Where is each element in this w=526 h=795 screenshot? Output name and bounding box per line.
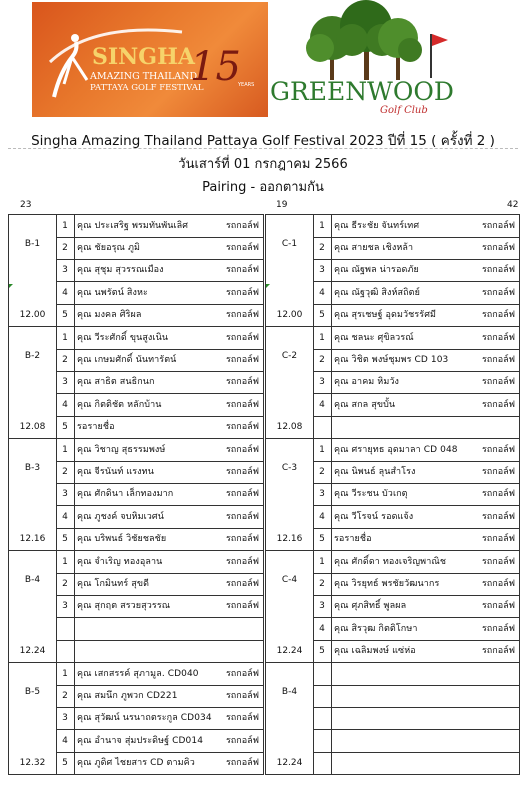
player-number: 1 bbox=[313, 439, 332, 461]
player-row bbox=[56, 707, 263, 730]
player-row bbox=[56, 551, 263, 574]
golf-cart-tag: รถกอล์ฟ bbox=[225, 287, 259, 298]
player-name: รอรายชื่อ bbox=[77, 421, 115, 432]
player-row bbox=[56, 439, 263, 462]
cell-marker bbox=[266, 284, 270, 288]
player-row bbox=[313, 215, 519, 238]
player-number: 4 bbox=[56, 730, 75, 752]
schedule-right-table bbox=[265, 214, 520, 775]
golf-cart-tag: รถกอล์ฟ bbox=[481, 557, 515, 567]
count-right: 42 bbox=[507, 200, 519, 210]
player-number: 3 bbox=[313, 595, 332, 617]
player-number: 2 bbox=[56, 461, 75, 483]
greenwood-subtitle: Golf Club bbox=[380, 105, 428, 116]
player-number: 2 bbox=[56, 685, 75, 707]
player-number: 5 bbox=[56, 528, 75, 550]
player-row bbox=[56, 506, 263, 529]
player-row bbox=[56, 259, 263, 282]
golf-cart-tag: รถกอล์ฟ bbox=[225, 377, 259, 388]
golf-cart-tag: รถกอล์ฟ bbox=[225, 221, 259, 231]
player-number bbox=[313, 685, 332, 707]
golf-cart-tag: รถกอล์ฟ bbox=[225, 601, 259, 612]
tee-group bbox=[266, 215, 519, 327]
player-number: 1 bbox=[313, 551, 332, 573]
tee-time: 12.00 bbox=[19, 310, 46, 320]
group-cell bbox=[266, 215, 314, 326]
player-row bbox=[56, 483, 263, 506]
group-cell bbox=[266, 439, 314, 550]
player-number bbox=[313, 707, 332, 729]
player-name: คุณ ศักดิ์ดา ทองเจริญพาณิช bbox=[334, 557, 447, 567]
player-number: 4 bbox=[313, 618, 332, 640]
player-number: 2 bbox=[313, 461, 332, 483]
player-row bbox=[56, 640, 263, 662]
golf-cart-tag: รถกอล์ฟ bbox=[481, 355, 515, 366]
group-cell bbox=[9, 551, 57, 662]
tee-group bbox=[9, 663, 263, 774]
player-row bbox=[56, 394, 263, 417]
player-name: คุณ เสกสรรค์ สุภามูล. CD040 bbox=[77, 669, 199, 679]
player-number: 5 bbox=[313, 640, 332, 662]
player-number: 3 bbox=[313, 259, 332, 281]
player-number: 1 bbox=[313, 327, 332, 349]
count-mid: 19 bbox=[276, 200, 288, 210]
player-name: คุณ ณัฐพล น่ารอดภัย bbox=[334, 265, 419, 276]
player-number: 1 bbox=[56, 327, 75, 349]
player-name: คุณ ภูดิศ ไชยสาร CD ตามคิว bbox=[77, 757, 195, 768]
player-row bbox=[313, 237, 519, 260]
player-name: คุณ มงคล ศิริผล bbox=[77, 309, 142, 320]
tee-group bbox=[266, 327, 519, 439]
player-name: คุณ วิชาญ สุธรรมพงษ์ bbox=[77, 445, 166, 455]
player-name: คุณ วิชิต พงษ์ชุมพร CD 103 bbox=[334, 355, 449, 366]
golf-cart-tag: รถกอล์ฟ bbox=[481, 333, 515, 343]
player-name: คุณ ภูชงค์ จบหิมเวศน์ bbox=[77, 511, 164, 522]
tee-time: 12.16 bbox=[19, 534, 46, 544]
player-number bbox=[313, 416, 332, 438]
player-number: 5 bbox=[313, 304, 332, 326]
tee-time: 12.08 bbox=[276, 422, 303, 432]
golf-cart-tag: รถกอล์ฟ bbox=[225, 265, 259, 276]
tee-time: 12.24 bbox=[276, 758, 303, 768]
player-row bbox=[313, 416, 519, 438]
tee-time: 12.16 bbox=[276, 534, 303, 544]
player-row bbox=[56, 416, 263, 438]
player-number: 4 bbox=[56, 394, 75, 416]
group-cell bbox=[9, 327, 57, 438]
player-number: 4 bbox=[56, 506, 75, 528]
greenwood-wordmark: GREENWOOD bbox=[270, 77, 454, 106]
group-code: B-4 bbox=[24, 575, 41, 585]
player-number: 5 bbox=[56, 752, 75, 774]
tee-group bbox=[266, 663, 519, 774]
golf-cart-tag: รถกอล์ฟ bbox=[481, 287, 515, 298]
player-number: 4 bbox=[313, 282, 332, 304]
player-row bbox=[313, 663, 519, 686]
tee-time: 12.00 bbox=[276, 310, 303, 320]
player-row bbox=[56, 304, 263, 326]
golf-cart-tag: รถกอล์ฟ bbox=[225, 735, 259, 746]
group-cell bbox=[9, 439, 57, 550]
golf-cart-tag: รถกอล์ฟ bbox=[481, 445, 515, 455]
player-row bbox=[313, 483, 519, 506]
player-name: คุณ สาธิต สนธิกนก bbox=[77, 377, 155, 388]
player-name: คุณ สกล สุขบั้น bbox=[334, 399, 396, 410]
tee-group bbox=[266, 439, 519, 551]
group-code: C-1 bbox=[281, 239, 298, 249]
golf-cart-tag: รถกอล์ฟ bbox=[481, 579, 515, 590]
golf-cart-tag: รถกอล์ฟ bbox=[225, 333, 259, 343]
golf-cart-tag: รถกอล์ฟ bbox=[225, 309, 259, 320]
player-name: คุณ สุวัฒน์ นรนาถตระกูล CD034 bbox=[77, 713, 212, 724]
player-name: คุณ ณัฐวุฒิ สิงห์สถิตย์ bbox=[334, 287, 420, 298]
golf-cart-tag: รถกอล์ฟ bbox=[481, 533, 515, 544]
tee-group bbox=[9, 439, 263, 551]
player-name: คุณ อาคม หิมวัง bbox=[334, 377, 400, 388]
pairing-heading: Pairing - ออกตามกัน bbox=[202, 180, 324, 195]
golf-cart-tag: รถกอล์ฟ bbox=[225, 757, 259, 768]
player-number: 3 bbox=[313, 483, 332, 505]
player-row bbox=[313, 685, 519, 708]
group-code: C-2 bbox=[281, 351, 298, 361]
golf-cart-tag: รถกอล์ฟ bbox=[225, 355, 259, 366]
tee-group bbox=[9, 551, 263, 663]
golf-cart-tag: รถกอล์ฟ bbox=[481, 399, 515, 410]
player-name: คุณ เฉลิมพงษ์ แซ่ห่อ bbox=[334, 645, 416, 656]
player-row bbox=[56, 663, 263, 686]
player-name: คุณ จีรนันท์ แรงทน bbox=[77, 467, 154, 478]
player-name: คุณ ชัยอรุณ ภูมิ bbox=[77, 243, 141, 254]
player-name: คุณ สมนึก ภูพวก CD221 bbox=[77, 691, 178, 702]
player-row bbox=[56, 349, 263, 372]
player-row bbox=[313, 730, 519, 753]
player-number: 3 bbox=[56, 595, 75, 617]
player-row bbox=[313, 595, 519, 618]
player-name: คุณ สุรเชษฐ์ อุดมวัชรรัศมี bbox=[334, 309, 437, 320]
singha-wordmark: SINGHA bbox=[92, 44, 195, 70]
group-cell bbox=[9, 663, 57, 774]
player-name: คุณ ศุภสิทธิ์ พูลผล bbox=[334, 601, 407, 612]
golf-cart-tag: รถกอล์ฟ bbox=[481, 601, 515, 612]
player-row bbox=[56, 528, 263, 550]
golf-cart-tag: รถกอล์ฟ bbox=[225, 421, 259, 432]
golf-cart-tag: รถกอล์ฟ bbox=[225, 557, 259, 567]
group-code: B-3 bbox=[24, 463, 41, 473]
player-name: คุณ จำเริญ ทองอุลาน bbox=[77, 557, 163, 567]
group-cell bbox=[266, 663, 314, 774]
golf-cart-tag: รถกอล์ฟ bbox=[481, 377, 515, 388]
golf-cart-tag: รถกอล์ฟ bbox=[481, 243, 515, 254]
player-name: คุณ วิรยุทธ์ พรชัยวัฒนากร bbox=[334, 579, 440, 590]
player-number: 3 bbox=[56, 259, 75, 281]
group-code: B-2 bbox=[24, 351, 41, 361]
player-name: คุณ กิตติชัต หลักบ้าน bbox=[77, 399, 162, 410]
group-cell bbox=[266, 327, 314, 438]
group-code: B-4 bbox=[281, 687, 298, 697]
golf-cart-tag: รถกอล์ฟ bbox=[225, 579, 259, 590]
player-row bbox=[56, 237, 263, 260]
greenwood-golf-club-logo bbox=[268, 0, 458, 120]
golf-cart-tag: รถกอล์ฟ bbox=[481, 265, 515, 276]
player-row bbox=[56, 371, 263, 394]
golf-cart-tag: รถกอล์ฟ bbox=[225, 533, 259, 544]
player-row bbox=[313, 282, 519, 305]
player-number: 2 bbox=[313, 349, 332, 371]
player-row bbox=[56, 215, 263, 238]
golf-cart-tag: รถกอล์ฟ bbox=[225, 511, 259, 522]
singha-festival-logo bbox=[32, 2, 268, 117]
player-row bbox=[313, 752, 519, 774]
player-number: 1 bbox=[56, 551, 75, 573]
player-number: 2 bbox=[313, 237, 332, 259]
golf-cart-tag: รถกอล์ฟ bbox=[481, 467, 515, 478]
singha-anniversary-label: YEARS bbox=[238, 82, 255, 88]
player-name: คุณ บริพนธ์ วิชัยชลชัย bbox=[77, 533, 167, 544]
golf-cart-tag: รถกอล์ฟ bbox=[481, 645, 515, 656]
player-row bbox=[56, 618, 263, 641]
tee-time: 12.32 bbox=[19, 758, 46, 768]
group-cell bbox=[266, 551, 314, 662]
player-row bbox=[313, 439, 519, 462]
player-name: รอรายชื่อ bbox=[334, 533, 372, 544]
player-number: 5 bbox=[56, 416, 75, 438]
header-logos bbox=[0, 0, 526, 122]
player-row bbox=[56, 595, 263, 618]
player-row bbox=[313, 349, 519, 372]
tee-group bbox=[266, 551, 519, 663]
golf-cart-tag: รถกอล์ฟ bbox=[481, 221, 515, 231]
player-number: 1 bbox=[56, 439, 75, 461]
singha-anniversary-number: 15 bbox=[190, 44, 241, 90]
player-number: 4 bbox=[313, 394, 332, 416]
player-row bbox=[313, 461, 519, 484]
player-row bbox=[56, 327, 263, 350]
count-left: 23 bbox=[20, 200, 32, 210]
player-number bbox=[313, 663, 332, 685]
player-row bbox=[56, 282, 263, 305]
player-name: คุณ วีระชน บัวเกตุ bbox=[334, 489, 408, 500]
player-row bbox=[313, 573, 519, 596]
player-row bbox=[313, 707, 519, 730]
player-name: คุณ สายชล เชิงหล้า bbox=[334, 243, 414, 254]
player-row bbox=[56, 685, 263, 708]
player-number: 2 bbox=[56, 237, 75, 259]
player-row bbox=[313, 506, 519, 529]
player-row bbox=[56, 752, 263, 774]
schedule-left-table bbox=[8, 214, 264, 775]
group-cell bbox=[9, 215, 57, 326]
golf-cart-tag: รถกอล์ฟ bbox=[225, 669, 259, 679]
group-code: C-3 bbox=[281, 463, 298, 473]
player-number: 3 bbox=[56, 707, 75, 729]
player-name: คุณ วีโรจน์ รอดแจ้ง bbox=[334, 511, 414, 522]
player-name: คุณ วีระศักดิ์ ขุนสูงเนิน bbox=[77, 333, 169, 343]
player-row bbox=[313, 551, 519, 574]
tee-group bbox=[9, 215, 263, 327]
cell-marker bbox=[9, 284, 13, 288]
player-row bbox=[56, 461, 263, 484]
golf-cart-tag: รถกอล์ฟ bbox=[225, 489, 259, 500]
player-number: 4 bbox=[313, 506, 332, 528]
player-name: คุณ เกษมศักดิ์ นันทารัตน์ bbox=[77, 355, 177, 366]
group-code: B-5 bbox=[24, 687, 41, 697]
player-row bbox=[313, 304, 519, 326]
tee-group bbox=[9, 327, 263, 439]
player-row bbox=[56, 573, 263, 596]
singha-line3: PATTAYA GOLF FESTIVAL bbox=[90, 83, 204, 93]
player-name: คุณ สุกฤต สรวยสุวรรณ bbox=[77, 601, 171, 612]
golf-cart-tag: รถกอล์ฟ bbox=[481, 489, 515, 500]
player-number: 3 bbox=[313, 371, 332, 393]
trees-flag-icon bbox=[268, 0, 458, 120]
player-number: 5 bbox=[56, 304, 75, 326]
group-code: C-4 bbox=[281, 575, 298, 585]
player-name: คุณ สุชุม สุวรรณเมือง bbox=[77, 265, 164, 276]
player-number: 1 bbox=[56, 663, 75, 685]
player-name: คุณ ประเสริฐ พรมทันพันเลิศ bbox=[77, 221, 189, 231]
tee-time: 12.08 bbox=[19, 422, 46, 432]
golf-cart-tag: รถกอล์ฟ bbox=[481, 309, 515, 320]
player-name: คุณ อำนาจ สุ่มประดิษฐ์ CD014 bbox=[77, 735, 204, 746]
golf-cart-tag: รถกอล์ฟ bbox=[481, 511, 515, 522]
player-row bbox=[313, 259, 519, 282]
tee-time: 12.24 bbox=[276, 646, 303, 656]
player-name: คุณ นพรัตน์ สิงหะ bbox=[77, 287, 148, 298]
tee-time: 12.24 bbox=[19, 646, 46, 656]
player-row bbox=[313, 327, 519, 350]
player-name: คุณ ชลนะ ศุขิลวรณ์ bbox=[334, 333, 414, 343]
group-code: B-1 bbox=[24, 239, 41, 249]
golf-cart-tag: รถกอล์ฟ bbox=[225, 445, 259, 455]
golf-cart-tag: รถกอล์ฟ bbox=[225, 691, 259, 702]
golf-cart-tag: รถกอล์ฟ bbox=[225, 243, 259, 254]
player-name: คุณ ศรายุทธ อุดมาลา CD 048 bbox=[334, 445, 458, 455]
player-number: 5 bbox=[313, 528, 332, 550]
player-name: คุณ โกมินทร์ สุขดี bbox=[77, 579, 150, 590]
event-title: Singha Amazing Thailand Pattaya Golf Festival 2023 ปีที่ 15 ( ครั้งที่ 2 ) bbox=[31, 133, 495, 149]
golf-cart-tag: รถกอล์ฟ bbox=[225, 713, 259, 724]
divider bbox=[8, 148, 518, 149]
player-number: 4 bbox=[56, 282, 75, 304]
player-name: คุณ นิพนธ์ ลุนสำโรง bbox=[334, 467, 416, 478]
player-number bbox=[313, 752, 332, 774]
player-number bbox=[56, 640, 75, 662]
event-date: วันเสาร์ที่ 01 กรกฎาคม 2566 bbox=[178, 157, 348, 172]
player-row bbox=[313, 371, 519, 394]
player-number bbox=[56, 618, 75, 640]
player-number: 2 bbox=[56, 349, 75, 371]
player-number: 1 bbox=[313, 215, 332, 237]
golf-cart-tag: รถกอล์ฟ bbox=[481, 623, 515, 634]
player-row bbox=[313, 528, 519, 550]
golf-cart-tag: รถกอล์ฟ bbox=[225, 399, 259, 410]
player-number: 3 bbox=[56, 371, 75, 393]
player-number: 2 bbox=[313, 573, 332, 595]
golf-cart-tag: รถกอล์ฟ bbox=[225, 467, 259, 478]
player-number: 2 bbox=[56, 573, 75, 595]
golfer-swoosh-icon bbox=[32, 2, 268, 117]
player-number bbox=[313, 730, 332, 752]
player-name: คุณ สิรวุฒ กิตติโกษา bbox=[334, 623, 418, 634]
player-number: 1 bbox=[56, 215, 75, 237]
player-row bbox=[313, 640, 519, 662]
player-name: คุณ ธีระชัย จันทร์เทศ bbox=[334, 221, 420, 231]
singha-line2: AMAZING THAILAND bbox=[90, 71, 198, 82]
player-name: คุณ ศักดินา เล็กทองมาก bbox=[77, 489, 174, 500]
player-row bbox=[313, 618, 519, 641]
player-row bbox=[56, 730, 263, 753]
player-row bbox=[313, 394, 519, 417]
player-number: 3 bbox=[56, 483, 75, 505]
